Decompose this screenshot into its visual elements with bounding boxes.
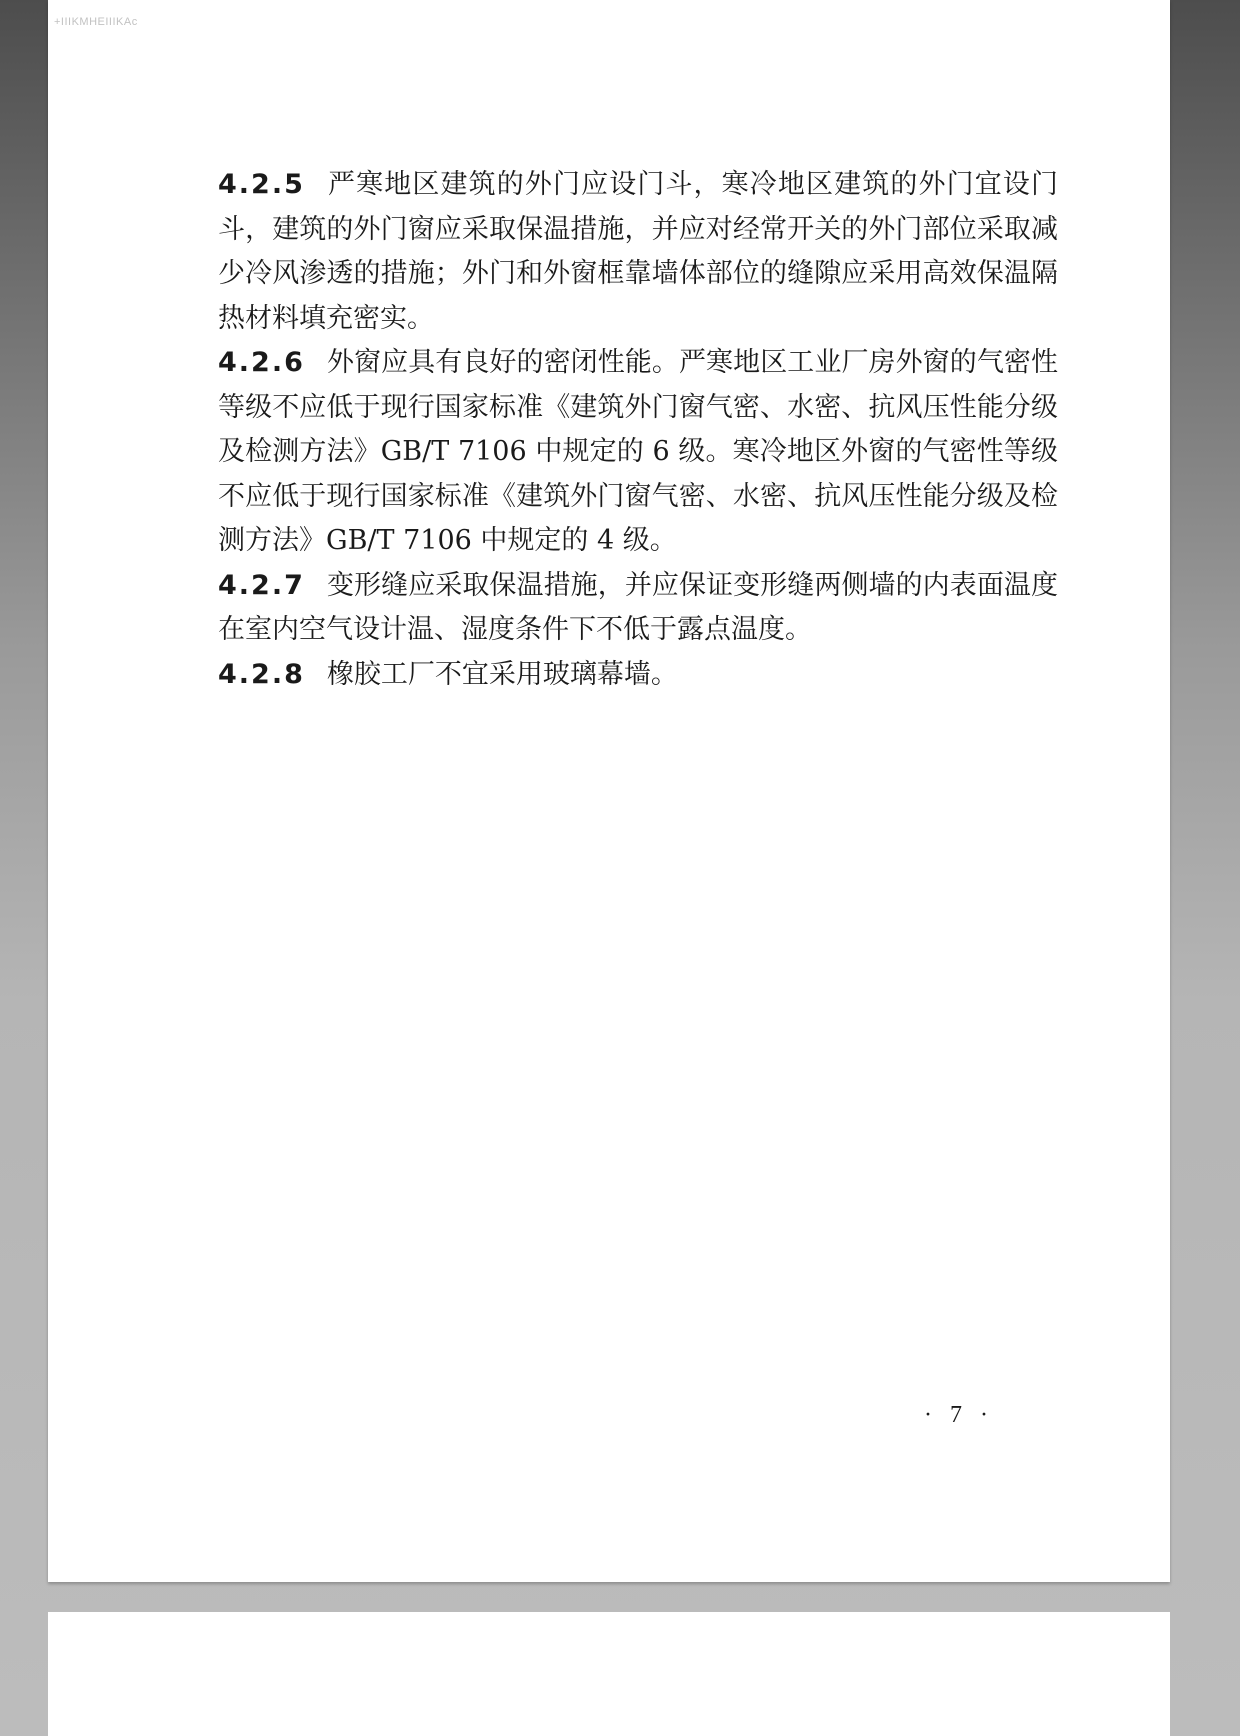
document-page <box>48 0 1170 1582</box>
clause-number: 4.2.6 <box>218 347 305 378</box>
clause-text: 橡胶工厂不宜采用玻璃幕墙。 <box>326 658 678 690</box>
clause-number: 4.2.8 <box>218 658 305 690</box>
next-document-page <box>48 1612 1170 1736</box>
scan-header-stamp: +IIIKMHEIIIKAc <box>54 16 138 28</box>
page-number: · 7 · <box>924 1402 994 1428</box>
clause-4-2-8 <box>218 653 1058 698</box>
page-body-text <box>218 163 1058 697</box>
clause-4-2-5 <box>218 163 1058 341</box>
clause-text: 严寒地区建筑的外门应设门斗，寒冷地区建筑的外门宜设门斗，建筑的外门窗应采取保温措施，并应对经常开关的外门部位采取减少冷风渗透的措施；外门和外窗框靠墙体部位的缝隙应采用高效保温隔热材料填充密实。 <box>218 169 1058 334</box>
clause-number: 4.2.5 <box>218 169 305 200</box>
clause-text: 外窗应具有良好的密闭性能。严寒地区工业厂房外窗的气密性等级不应低于现行国家标准《建筑外门窗气密、水密、抗风压性能分级及检测方法》GB/T 7106 中规定的 6 级。寒冷地区外窗的气密性等级不应低于现行国家标准《建筑外门窗气密、水密、抗风压性能分级及检测方法》GB/T 7106 中规定的 4 级。 <box>218 347 1058 556</box>
clause-number: 4.2.7 <box>218 569 305 601</box>
clause-4-2-7 <box>218 564 1058 653</box>
clause-text: 变形缝应采取保温措施，并应保证变形缝两侧墙的内表面温度在室内空气设计温、湿度条件下不低于露点温度。 <box>218 569 1058 645</box>
clause-4-2-6 <box>218 341 1058 564</box>
